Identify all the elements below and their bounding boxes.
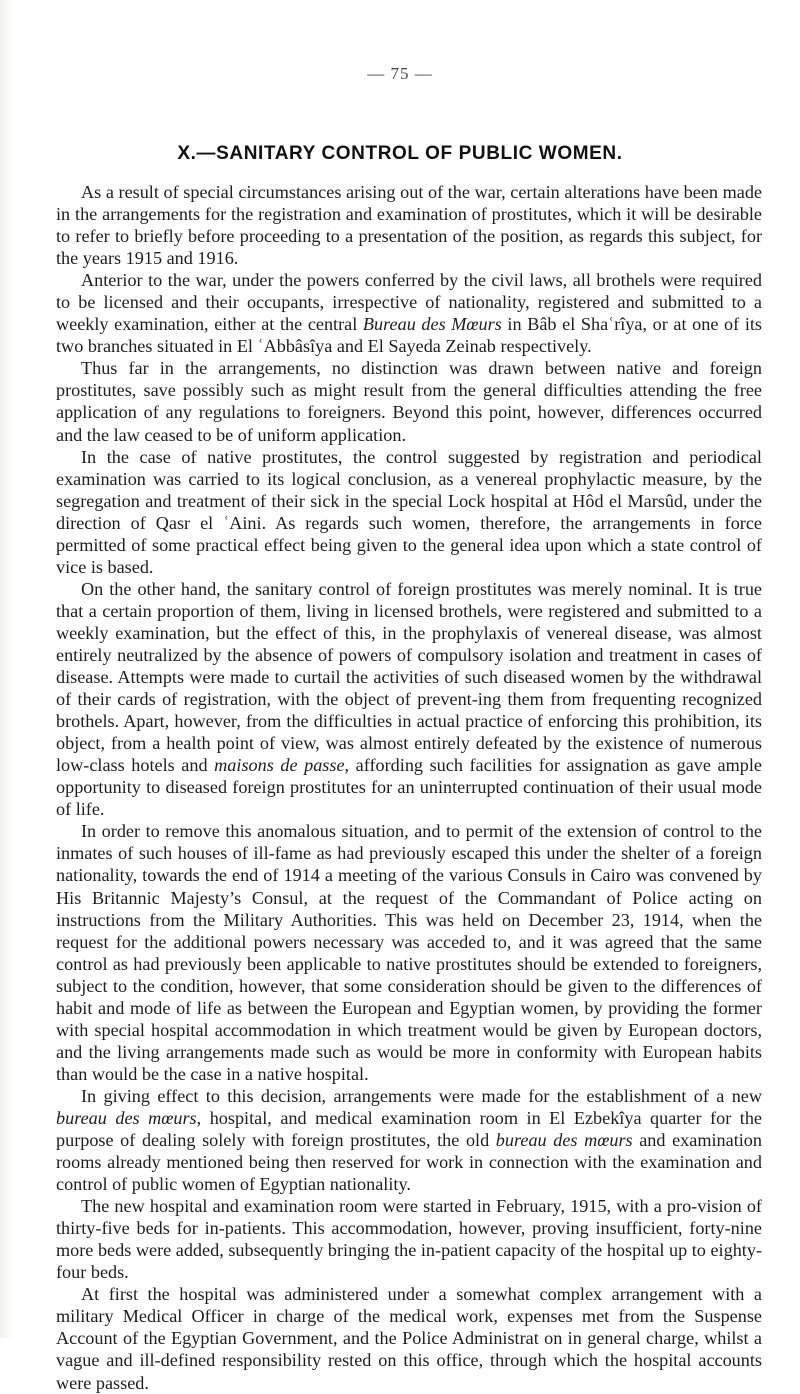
paragraph-text: in Bâb el Shaʿrîya, or at one of its two branches situated in El ʿAbbâsîya and El Sayeda Zeinab respectively. [56,314,763,357]
paragraph-text: In giving effect to this decision, arrangements were made for the establishment of a new [81,1085,762,1106]
body-text [56,181,762,1394]
paragraph-text: As a result of special circumstances arising out of the war, certain alterations have been made in the arrangements for the registration and examination of prostitutes, which it will be desirable to refer to briefly before proceeding to a presentation of the position, as regards this subject, for the years 1915 and 1916. [56,182,762,269]
italic-text: bureau des mœurs [495,1130,633,1151]
paragraph-text: The new hospital and examination room were started in February, 1915, with a pro-vision of thirty-five beds for in-patients. This accommodation, however, proving insufficient, forty-nine more beds were added, subsequently bringing the in-patient capacity of the hospital up to eighty-four beds. [56,1196,762,1283]
paragraph [56,1085,762,1195]
paragraph-text: Thus far in the arrangements, no distinction was drawn between native and foreign prostitutes, save possibly such as might result from the general difficulties attending the free application of any regulations to foreigners. Beyond this point, however, differences occurred and the law ceased to be of uniform application. [56,358,762,445]
paragraph [56,1283,762,1393]
paragraph [56,357,762,445]
paragraph [56,1195,762,1283]
paragraph [56,181,762,269]
paragraph-text: At first the hospital was administered under a somewhat complex arrangement with a military Medical Officer in charge of the medical work, expenses met from the Suspense Account of the Egyptian Government, and the Police Administrat on in general charge, whilst a vague and ill-defined responsibility rested on this office, through which the hospital accounts were passed. [56,1284,762,1393]
paragraph-text: Anterior to the war, under the powers conferred by the civil laws, all brothels were required to be licensed and their occupants, irrespective of nationality, registered and submitted to a weekly examination, either at the central [56,270,762,335]
italic-text: Bureau des Mœurs [362,314,502,335]
italic-text: bureau des mœurs [56,1107,197,1128]
paragraph [56,578,762,821]
paragraph-text: and examination rooms already mentioned being then reserved for work in connection with the examination and control of public women of Egyptian nationality. [56,1130,762,1195]
italic-text: maisons de passe [214,755,345,776]
paragraph [56,446,762,578]
paragraph-text: In the case of native prostitutes, the control suggested by registration and periodical examination was carried to its logical conclusion, as a venereal prophylactic measure, by the segregation and treatment of their sick in the special Lock hospital at Hôd el Marsûd, under the direction of Qasr el ʿAini. As regards such women, therefore, the arrangements in force permitted of some practical effect being given to the general idea upon which a state control of vice is based. [56,446,762,577]
paragraph-text: In order to remove this anomalous situation, and to permit of the extension of control to the inmates of such houses of ill-fame as had previously escaped this under the shelter of a foreign nationality, towards the end of 1914 a meeting of the various Consuls in Cairo was convened by His Britannic Majesty’s Consul, at the request of the Commandant of Police acting on instructions from the Military Authorities. This was held on December 23, 1914, when the request for the additional powers necessary was acceded to, and it was agreed that the same control as had previously been applicable to native prostitutes should be extended to foreigners, subject to the condition, however, that some consideration should be given to the differences of habit and mode of life as between the European and Egyptian women, by providing the former with special hospital accommodation in which treatment would be given by European doctors, and the living arrangements made such as would be more in conformity with European habits than would be the case in a native hospital. [56,821,762,1084]
paragraph [56,269,762,357]
page-number: — 75 — [367,64,433,83]
paragraph-text: , affording such facilities for assignation as gave ample opportunity to diseased foreign prostitutes for an uninterrupted continuation of their usual mode of life. [56,755,762,820]
paragraph [56,820,762,1085]
paragraph-text: , hospital, and medical examination room in El Ezbekîya quarter for the purpose of dealing solely with foreign prostitutes, the old [56,1107,762,1151]
paragraph-text: On the other hand, the sanitary control of foreign prostitutes was merely nominal. It is true that a certain proportion of them, living in licensed brothels, were registered and submitted to a weekly examination, but the effect of this, in the prophylaxis of venereal disease, was almost entirely neutralized by the absence of powers of compulsory isolation and treatment in cases of disease. Attempts were made to curtail the activities of such diseased women by the withdrawal of their cards of registration, with the object of prevent-ing them from frequenting recognized brothels. Apart, however, from the difficulties in actual practice of enforcing this prohibition, its object, from a health point of view, was almost entirely defeated by the existence of numerous low-class hotels and [56,578,762,776]
section-heading: X.—SANITARY CONTROL OF PUBLIC WOMEN. [177,143,623,164]
